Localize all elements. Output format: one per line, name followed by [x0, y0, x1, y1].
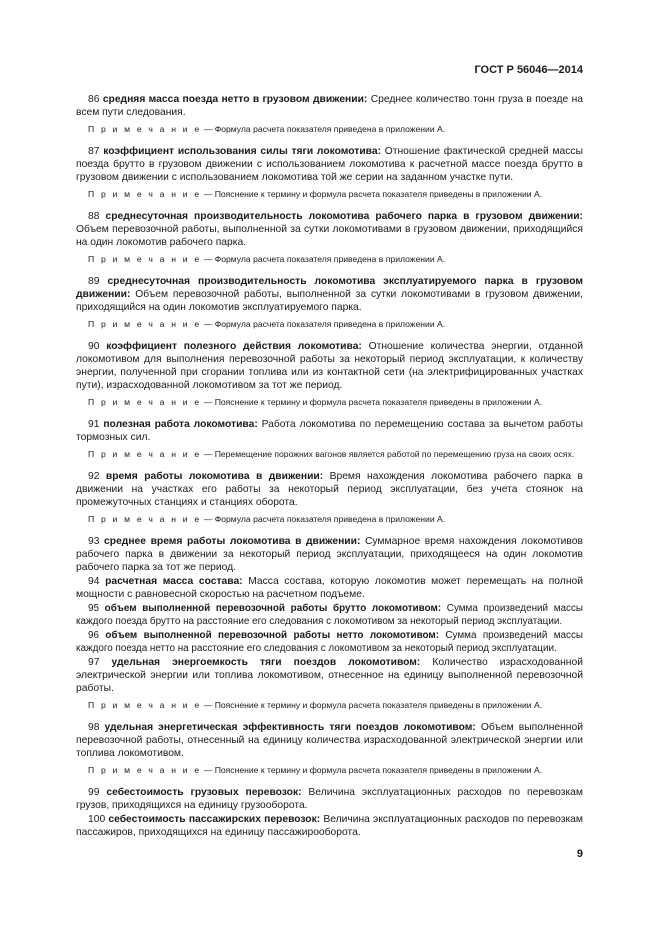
term-entry-86 — [76, 93, 583, 119]
term-entry-92 — [76, 470, 583, 509]
term-title: коэффициент полезного действия локомотива: — [106, 341, 362, 352]
term-title: время работы локомотива в движении: — [105, 471, 324, 482]
note-text: — Формула расчета показателя приведена в приложении А. — [201, 319, 446, 329]
note-label: П р и м е ч а н и е — [88, 319, 202, 329]
term-definition: Суммарное время нахождения локомотивов рабочего парка в движении за некоторый период эксплуатации, приходящееся на один локомотив рабочего парка за тот же период. — [76, 536, 583, 573]
note-86 — [76, 124, 583, 135]
term-definition: Отношение количества энергии, отданной локомотивом для выполнения перевозочной работы за некоторый период эксплуатации, к количеству энергии, полученной при сгорании топлива или из контактной сети (на электрифицированных участках пути), израсходованной локомотивом за тот же период. — [76, 341, 583, 391]
note-text: — Перемещение порожних вагонов является работой по перемещению груза на своих осях. — [201, 449, 575, 459]
note-label: П р и м е ч а н и е — [88, 124, 202, 134]
term-definition: Величина эксплуатационных расходов по перевозкам грузов, приходящихся на единицу грузооборота. — [76, 787, 583, 811]
term-title: себестоимость грузовых перевозок: — [106, 787, 302, 798]
term-entry-88 — [76, 210, 583, 249]
term-entry-95 — [76, 602, 583, 628]
term-entry-96 — [76, 629, 583, 655]
note-text: — Формула расчета показателя приведена в приложении А. — [201, 254, 446, 264]
term-definition: Объем перевозочной работы, выполненной за сутки локомотивами в грузовом движении, приходящийся на один локомотив рабочего парка. — [76, 224, 583, 248]
term-title: средняя масса поезда нетто в грузовом движении: — [102, 94, 368, 105]
term-title: себестоимость пассажирских перевозок: — [108, 814, 321, 825]
note-text: — Пояснение к термину и формула расчета показателя приведены в приложении А. — [201, 700, 543, 710]
term-number: 92 — [88, 471, 100, 482]
term-entry-94 — [76, 575, 583, 601]
note-text: — Пояснение к термину и формула расчета показателя приведены в приложении А. — [201, 765, 543, 775]
term-definition: Количество израсходованной электрической энергии или топлива локомотивом, отнесенное на единицу выполненной перевозочной работы. — [76, 657, 583, 694]
term-title: полезная работа локомотива: — [103, 419, 258, 430]
term-number: 86 — [88, 94, 100, 105]
term-title: коэффициент использования силы тяги локомотива: — [103, 146, 382, 157]
note-97 — [76, 700, 583, 711]
term-entry-89 — [76, 275, 583, 314]
term-definition: Величина эксплуатационных расходов по перевозкам пассажиров, приходящихся на единицу пассажирооборота. — [76, 814, 583, 838]
term-entry-93 — [76, 535, 583, 574]
term-number: 95 — [88, 603, 99, 614]
page-number: 9 — [576, 848, 583, 860]
term-number: 94 — [88, 576, 100, 587]
term-definition: Время нахождения локомотива рабочего парка в движении на участках его работы за некоторый период эксплуатации, без учета стоянок на промежуточных станциях и станциях оборота. — [76, 471, 583, 508]
term-entry-87 — [76, 145, 583, 184]
term-definition: Отношение фактической средней массы поезда брутто в грузовом движении с использованием локомотива к расчетной массе поезда брутто в грузовом движении с использованием локомотива той же серии на заданном участке пути. — [76, 146, 583, 183]
note-label: П р и м е ч а н и е — [88, 397, 202, 407]
note-label: П р и м е ч а н и е — [88, 449, 202, 459]
term-title: среднесуточная производительность локомотива рабочего парка в грузовом движении: — [105, 211, 583, 222]
term-number: 90 — [88, 341, 100, 352]
note-label: П р и м е ч а н и е — [88, 700, 202, 710]
note-text: — Формула расчета показателя приведена в приложении А. — [201, 514, 446, 524]
term-number: 87 — [88, 146, 100, 157]
term-definition: Среднее количество тонн груза в поезде на всем пути следования. — [76, 94, 583, 118]
note-91 — [76, 449, 583, 460]
term-number: 98 — [88, 722, 100, 733]
term-number: 96 — [88, 630, 99, 641]
note-label: П р и м е ч а н и е — [88, 765, 202, 775]
note-text: — Пояснение к термину и формула расчета показателя приведены в приложении А. — [201, 397, 543, 407]
note-98 — [76, 765, 583, 776]
term-entry-99 — [76, 786, 583, 812]
term-title: удельная энергоемкость тяги поездов локомотивом: — [111, 657, 421, 668]
term-entry-98 — [76, 721, 583, 760]
document-body — [76, 93, 583, 839]
term-title: среднее время работы локомотива в движении: — [104, 536, 361, 547]
term-number: 88 — [88, 211, 100, 222]
term-entry-100 — [76, 813, 583, 839]
note-text: — Пояснение к термину и формула расчета показателя приведены в приложении А. — [201, 189, 543, 199]
document-header: ГОСТ Р 56046—2014 — [474, 64, 583, 76]
term-title: объем выполненной перевозочной работы нетто локомотивом: — [105, 630, 440, 641]
note-label: П р и м е ч а н и е — [88, 189, 202, 199]
term-entry-90 — [76, 340, 583, 392]
note-text: — Формула расчета показателя приведена в приложении А. — [201, 124, 446, 134]
term-definition: Объем перевозочной работы, выполненной за сутки локомотивами в грузовом движении, приходящийся на один локомотив эксплуатируемого парка. — [76, 289, 583, 313]
note-90 — [76, 397, 583, 408]
term-definition: Работа локомотива по перемещению состава за вычетом работы тормозных сил. — [76, 419, 583, 443]
note-89 — [76, 319, 583, 330]
term-entry-91 — [76, 418, 583, 444]
term-title: объем выполненной перевозочной работы брутто локомотивом: — [104, 603, 442, 614]
note-label: П р и м е ч а н и е — [88, 254, 202, 264]
note-label: П р и м е ч а н и е — [88, 514, 202, 524]
term-title: среднесуточная производительность локомотива эксплуатируемого парка в грузовом движении: — [76, 276, 583, 300]
term-definition: Сумма произведений массы каждого поезда брутто на расстояние его следования с локомотивом за некоторый период эксплуатации. — [76, 603, 583, 627]
term-definition: Сумма произведений массы каждого поезда нетто на расстояние его следования с локомотивом за некоторый период эксплуатации. — [76, 630, 583, 654]
term-number: 89 — [88, 276, 100, 287]
note-87 — [76, 189, 583, 200]
term-number: 99 — [88, 787, 100, 798]
term-number: 100 — [88, 814, 106, 825]
term-number: 93 — [88, 536, 100, 547]
term-number: 91 — [88, 419, 100, 430]
note-88 — [76, 254, 583, 265]
term-title: удельная энергетическая эффективность тяги поездов локомотивом: — [104, 722, 476, 733]
term-number: 97 — [88, 657, 100, 668]
term-entry-97 — [76, 656, 583, 695]
term-definition: Объем выполненной перевозочной работы, отнесенный на единицу количества израсходованной электрической энергии или топлива локомотивом. — [76, 722, 583, 759]
note-92 — [76, 514, 583, 525]
term-title: расчетная масса состава: — [105, 576, 243, 587]
term-definition: Масса состава, которую локомотив может перемещать на полной мощности с равновесной скоростью на расчетном подъеме. — [76, 576, 583, 600]
